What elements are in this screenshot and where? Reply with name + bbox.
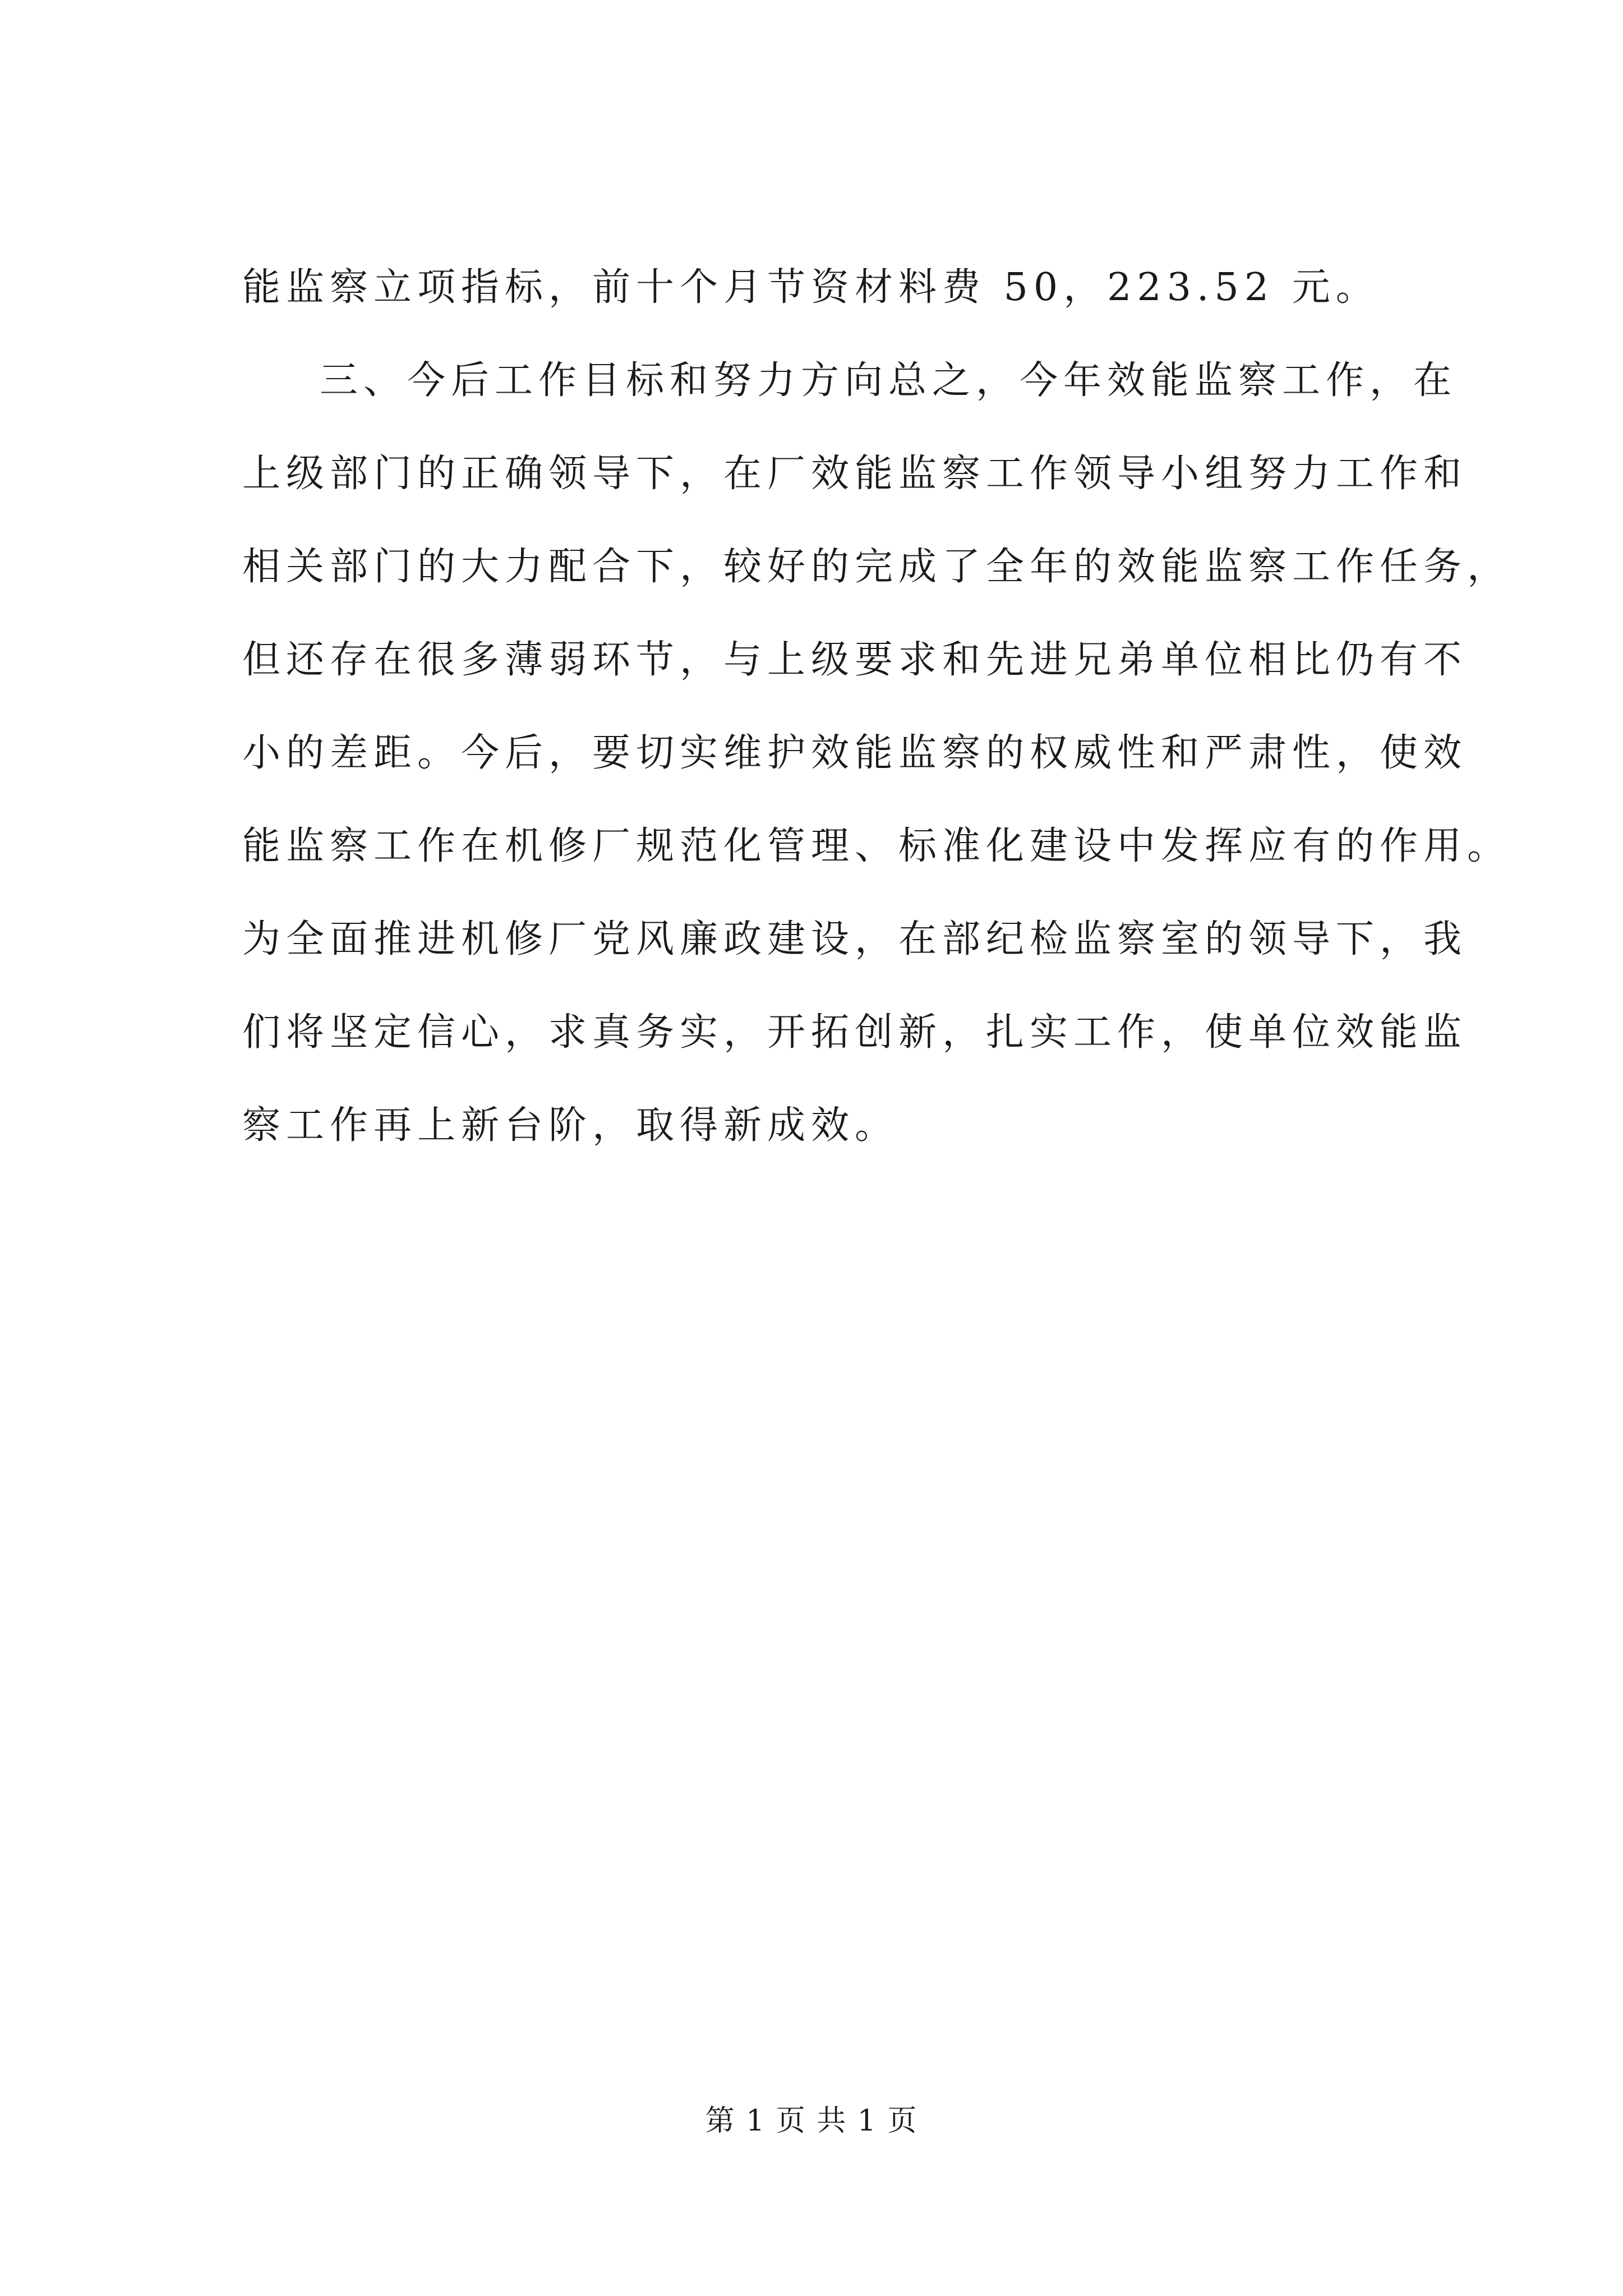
text-line: 三、今后工作目标和努力方向总之，今年效能监察工作，在 [320, 358, 1458, 403]
text-line: 能监察工作在机修厂规范化管理、标准化建设中发挥应有的作用。 [242, 824, 1511, 868]
body-text [242, 241, 1511, 1172]
text-line: 小的差距。今后，要切实维护效能监察的权威性和严肃性，使效 [242, 731, 1468, 775]
page-footer: 第 1 页 共 1 页 [705, 2104, 918, 2138]
text-line: 但还存在很多薄弱环节，与上级要求和先进兄弟单位相比仍有不 [242, 638, 1468, 682]
text-line: 上级部门的正确领导下，在厂效能监察工作领导小组努力工作和 [242, 452, 1468, 496]
text-line: 们将坚定信心，求真务实，开拓创新，扎实工作，使单位效能监 [242, 1010, 1468, 1055]
text-line: 能监察立项指标，前十个月节资材料费 50，223.52 元。 [242, 265, 1380, 310]
text-line: 察工作再上新台阶，取得新成效。 [242, 1103, 899, 1148]
text-line: 为全面推进机修厂党风廉政建设，在部纪检监察室的领导下，我 [242, 917, 1468, 961]
text-line: 相关部门的大力配合下，较好的完成了全年的效能监察工作任务， [242, 545, 1511, 589]
